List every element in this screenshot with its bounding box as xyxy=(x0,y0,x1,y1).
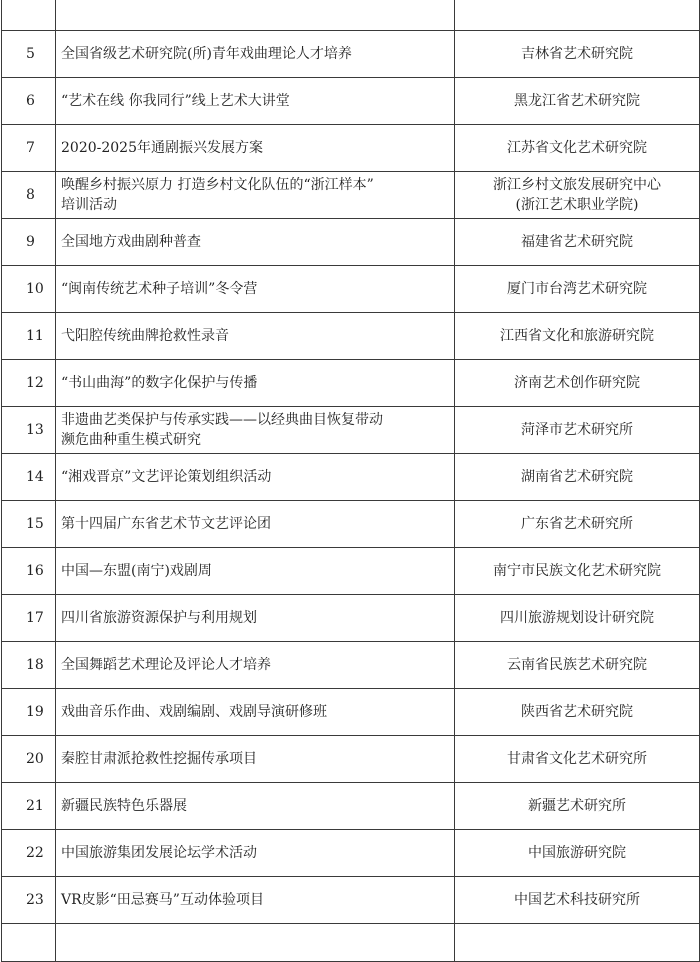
organization-name: 中国旅游研究院 xyxy=(455,830,700,877)
row-number: 15 xyxy=(2,501,56,548)
row-number: 16 xyxy=(2,548,56,595)
table-row xyxy=(2,313,700,360)
table-row xyxy=(2,219,700,266)
row-number: 22 xyxy=(2,830,56,877)
project-name: 全国省级艺术研究院(所)青年戏曲理论人才培养 xyxy=(56,31,455,78)
project-name: 2020-2025年通剧振兴发展方案 xyxy=(56,125,455,172)
organization-name: 南宁市民族文化艺术研究院 xyxy=(455,548,700,595)
project-name xyxy=(56,172,455,219)
project-name: VR皮影“田忌赛马”互动体验项目 xyxy=(56,877,455,924)
row-number: 21 xyxy=(2,783,56,830)
table-row xyxy=(2,689,700,736)
organization-name: 甘肃省文化艺术研究所 xyxy=(455,736,700,783)
project-name: “湘戏晋京”文艺评论策划组织活动 xyxy=(56,454,455,501)
table-row xyxy=(2,172,700,219)
row-number: 11 xyxy=(2,313,56,360)
organization-name: 四川旅游规划设计研究院 xyxy=(455,595,700,642)
row-number: 5 xyxy=(2,31,56,78)
project-name-line-1: 非遗曲艺类保护与传承实践——以经典曲目恢复带动 xyxy=(61,412,383,428)
row-number: 9 xyxy=(2,219,56,266)
table-row xyxy=(2,501,700,548)
table-row xyxy=(2,924,700,962)
project-name-line-2: 濒危曲种重生模式研究 xyxy=(61,432,201,448)
organization-name: 广东省艺术研究所 xyxy=(455,501,700,548)
row-number: 12 xyxy=(2,360,56,407)
organization-name: 新疆艺术研究所 xyxy=(455,783,700,830)
table-row xyxy=(2,454,700,501)
project-name: “书山曲海”的数字化保护与传播 xyxy=(56,360,455,407)
project-table xyxy=(1,0,700,962)
project-name: 新疆民族特色乐器展 xyxy=(56,783,455,830)
row-number: 7 xyxy=(2,125,56,172)
row-number: 17 xyxy=(2,595,56,642)
organization-name xyxy=(455,172,700,219)
organization-name: 湖南省艺术研究院 xyxy=(455,454,700,501)
organization-name: 黑龙江省艺术研究院 xyxy=(455,78,700,125)
table-row xyxy=(2,125,700,172)
organization-name: 厦门市台湾艺术研究院 xyxy=(455,266,700,313)
table-row xyxy=(2,595,700,642)
organization-name-line-2: (浙江艺术职业学院) xyxy=(515,197,639,213)
organization-name-line-1: 浙江乡村文旅发展研究中心 xyxy=(493,177,661,193)
table-row xyxy=(2,360,700,407)
organization-name: 吉林省艺术研究院 xyxy=(455,31,700,78)
organization-name: 云南省民族艺术研究院 xyxy=(455,642,700,689)
project-name: “闽南传统艺术种子培训”冬令营 xyxy=(56,266,455,313)
row-number: 23 xyxy=(2,877,56,924)
row-number: 10 xyxy=(2,266,56,313)
row-number: 20 xyxy=(2,736,56,783)
row-number xyxy=(2,924,56,962)
organization-name: 江西省文化和旅游研究院 xyxy=(455,313,700,360)
row-number: 8 xyxy=(2,172,56,219)
organization-name: 济南艺术创作研究院 xyxy=(455,360,700,407)
organization-name: 江苏省文化艺术研究院 xyxy=(455,125,700,172)
project-name: 四川省旅游资源保护与利用规划 xyxy=(56,595,455,642)
project-name: 戏曲音乐作曲、戏剧编剧、戏剧导演研修班 xyxy=(56,689,455,736)
table-row xyxy=(2,0,700,31)
organization-name: 陕西省艺术研究院 xyxy=(455,689,700,736)
table-row xyxy=(2,830,700,877)
project-name: 秦腔甘肃派抢救性挖掘传承项目 xyxy=(56,736,455,783)
table-row xyxy=(2,642,700,689)
project-name xyxy=(56,407,455,454)
project-name-line-1: 唤醒乡村振兴原力 打造乡村文化队伍的“浙江样本” xyxy=(61,177,374,193)
organization-name: 中国艺术科技研究所 xyxy=(455,877,700,924)
table-row xyxy=(2,736,700,783)
table-row xyxy=(2,783,700,830)
row-number: 14 xyxy=(2,454,56,501)
row-number: 18 xyxy=(2,642,56,689)
project-name: 第十四届广东省艺术节文艺评论团 xyxy=(56,501,455,548)
table-row xyxy=(2,31,700,78)
row-number xyxy=(2,0,56,31)
project-name xyxy=(56,924,455,962)
table-row xyxy=(2,877,700,924)
table-row xyxy=(2,78,700,125)
organization-name: 菏泽市艺术研究所 xyxy=(455,407,700,454)
row-number: 6 xyxy=(2,78,56,125)
project-name: 弋阳腔传统曲牌抢救性录音 xyxy=(56,313,455,360)
organization-name: 福建省艺术研究院 xyxy=(455,219,700,266)
row-number: 13 xyxy=(2,407,56,454)
organization-name xyxy=(455,924,700,962)
row-number: 19 xyxy=(2,689,56,736)
project-name: 全国舞蹈艺术理论及评论人才培养 xyxy=(56,642,455,689)
project-name: 中国—东盟(南宁)戏剧周 xyxy=(56,548,455,595)
project-name: “艺术在线 你我同行”线上艺术大讲堂 xyxy=(56,78,455,125)
project-name xyxy=(56,0,455,31)
table-row xyxy=(2,407,700,454)
organization-name xyxy=(455,0,700,31)
table-row xyxy=(2,266,700,313)
table-row xyxy=(2,548,700,595)
project-name-line-2: 培训活动 xyxy=(61,197,117,213)
project-name: 全国地方戏曲剧种普查 xyxy=(56,219,455,266)
project-name: 中国旅游集团发展论坛学术活动 xyxy=(56,830,455,877)
